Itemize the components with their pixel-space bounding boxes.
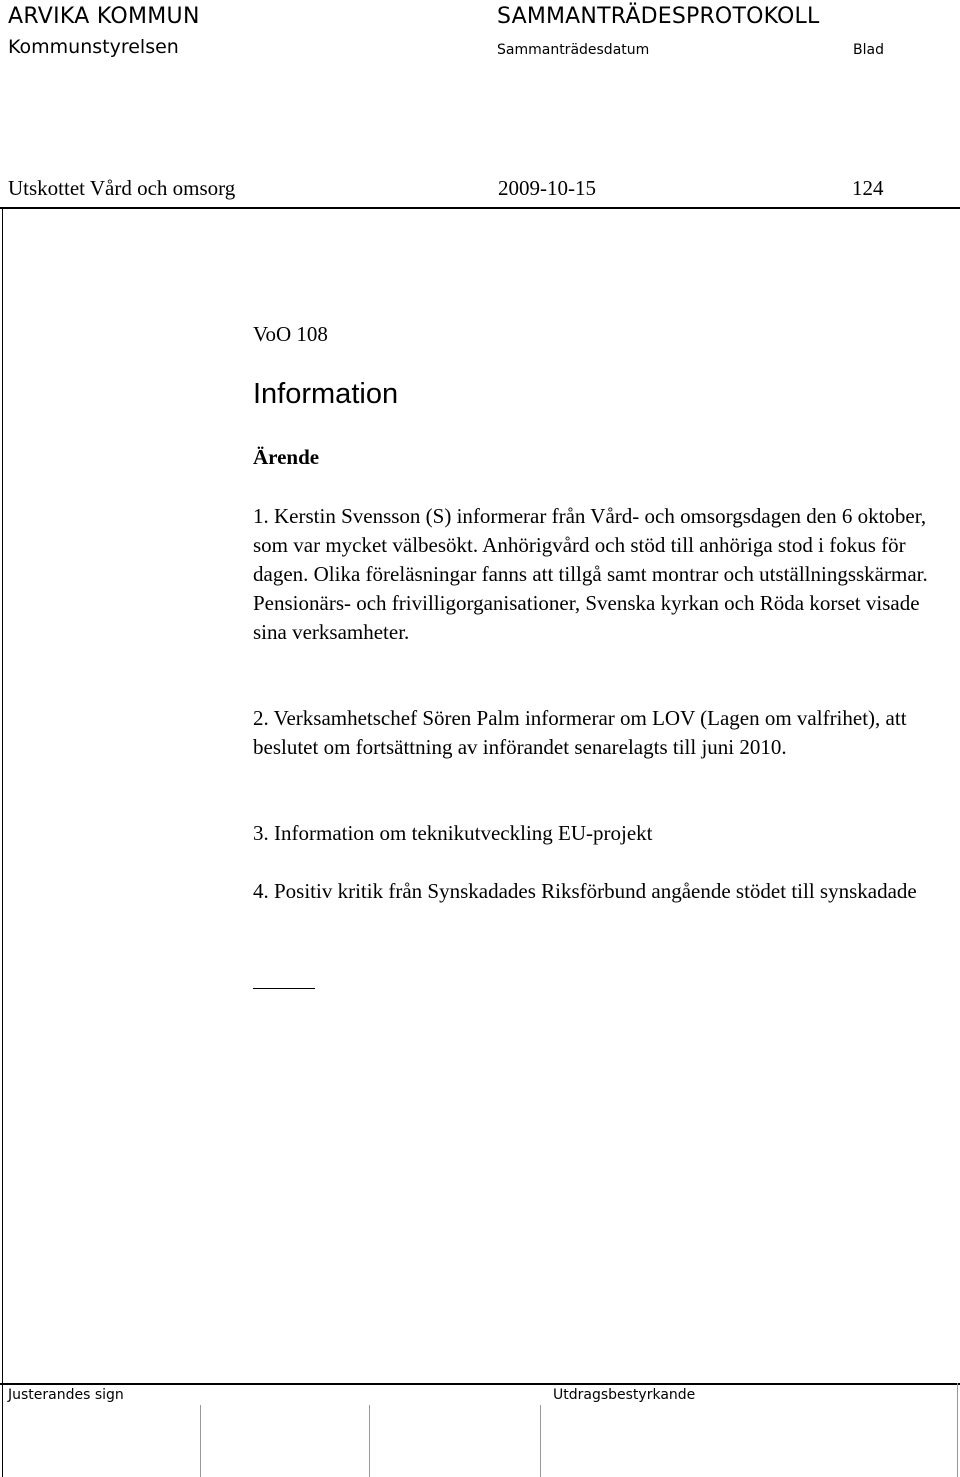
list-item: 2. Verksamhetschef Sören Palm informerar om LOV (Lagen om valfrihet), att beslutet om fortsättning av införandet senarelagts till juni 2010. — [253, 706, 907, 759]
header-divider — [0, 207, 960, 209]
left-margin-line — [2, 207, 3, 1477]
page-number: 124 — [852, 176, 884, 200]
signing-label: Justerandes sign — [8, 1387, 124, 1403]
signature-box-divider — [540, 1405, 541, 1477]
page-title: Information — [253, 378, 399, 410]
subheading: Ärende — [253, 445, 320, 469]
organization-name: ARVIKA KOMMUN — [8, 4, 200, 29]
signature-box-border — [957, 1383, 958, 1477]
meeting-date-label: Sammanträdesdatum — [497, 42, 650, 58]
board-name: Kommunstyrelsen — [8, 36, 179, 58]
end-line — [253, 988, 315, 989]
document-type: SAMMANTRÄDESPROTOKOLL — [497, 4, 820, 29]
footer-divider — [0, 1383, 960, 1385]
list-item: 4. Positiv kritik från Synskadades Riksförbund angående stödet till synskadade — [253, 879, 917, 903]
certified-label: Utdragsbestyrkande — [553, 1387, 696, 1403]
list-item: 3. Information om teknikutveckling EU-projekt — [253, 821, 653, 845]
committee-name: Utskottet Vård och omsorg — [8, 176, 236, 200]
page-label: Blad — [853, 42, 884, 58]
signature-box-divider — [369, 1405, 370, 1477]
meeting-date: 2009-10-15 — [498, 176, 596, 200]
list-item: 1. Kerstin Svensson (S) informerar från Vård- och omsorgsdagen den 6 oktober, som var mycket välbesökt. Anhörigvård och stöd till anhöriga stod i fokus för dagen. Olika föreläsningar fanns att tillgå samt montrar och utställningsskärmar. Pensionärs- och frivilligorganisationer, Svenska kyrkan och Röda korset visade sina verksamheter. — [253, 504, 928, 644]
section-number: VoO 108 — [253, 322, 328, 346]
signature-box-divider — [200, 1405, 201, 1477]
